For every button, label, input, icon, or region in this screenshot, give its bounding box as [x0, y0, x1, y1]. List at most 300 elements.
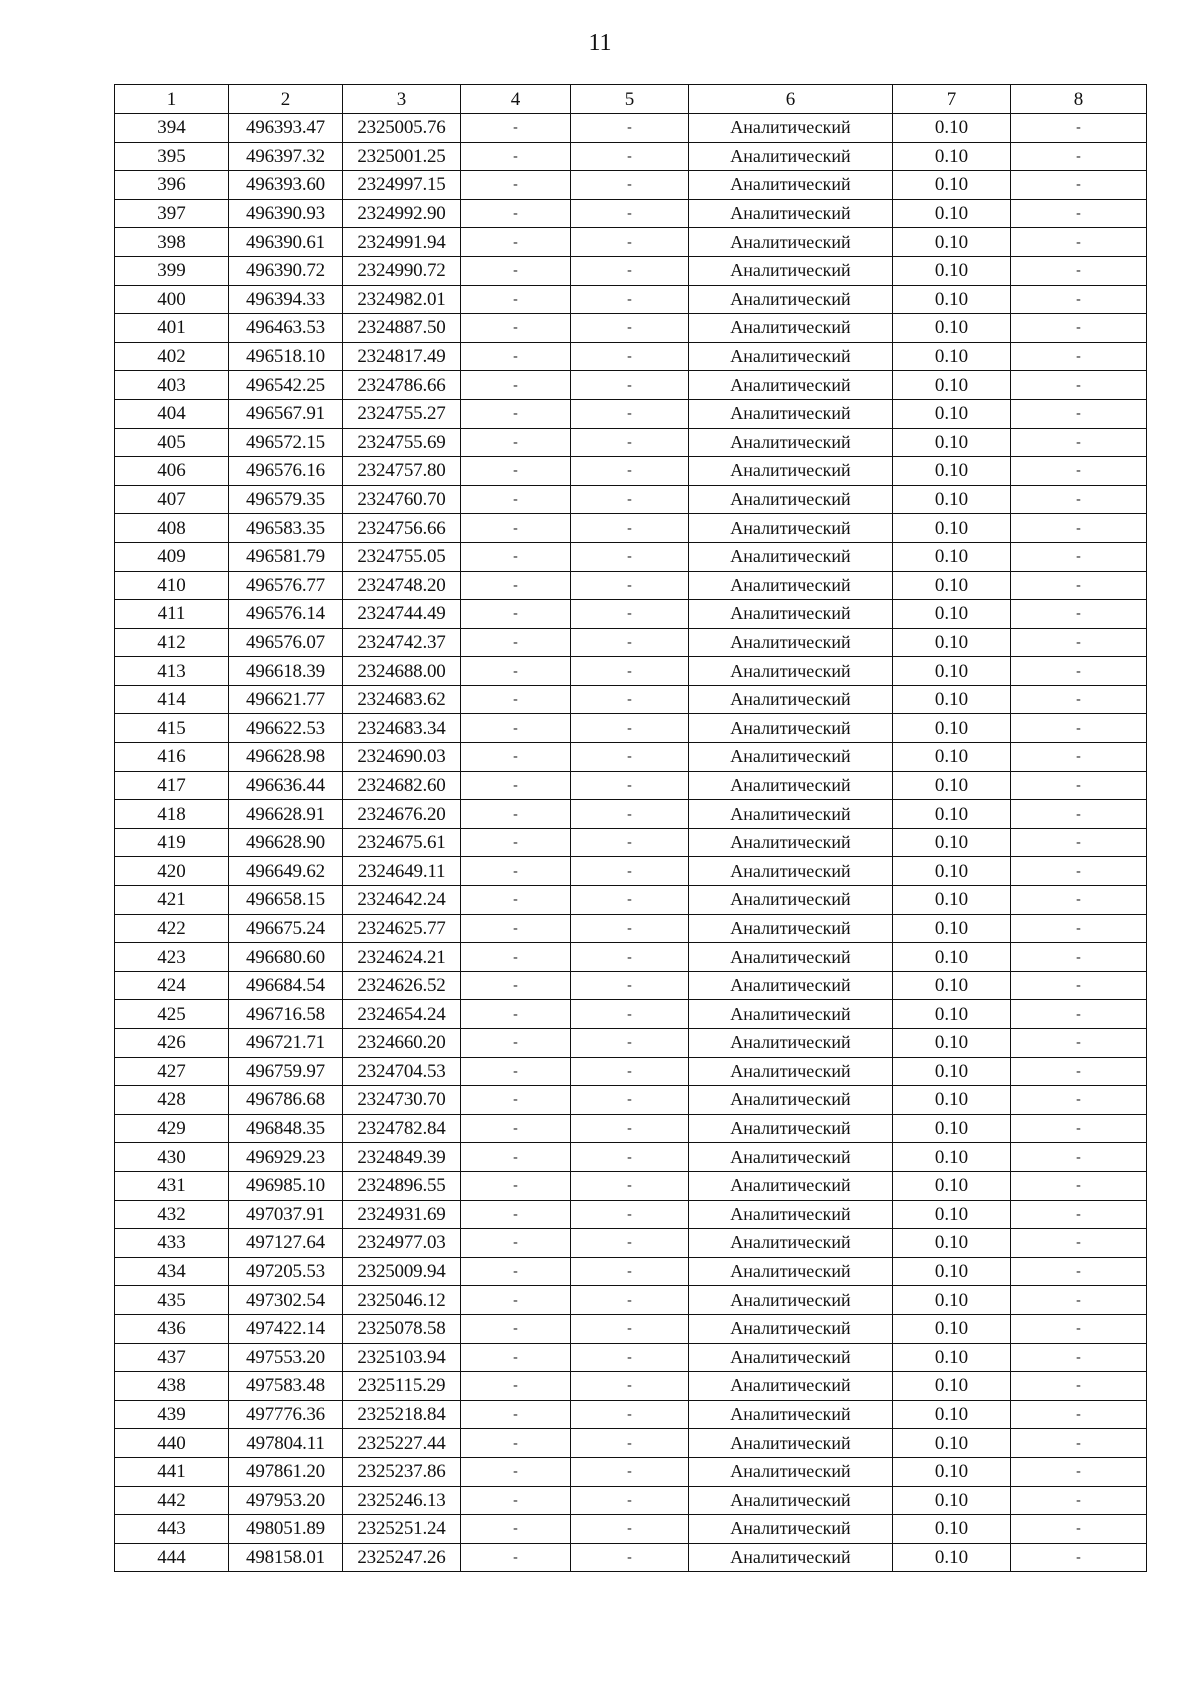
cell-col4: -: [461, 1114, 571, 1143]
y-coordinate-cell: 2324675.61: [343, 828, 461, 857]
cell-col5: -: [571, 1486, 689, 1515]
cell-col4: -: [461, 1286, 571, 1315]
table-row: [115, 628, 1147, 657]
method-cell: Аналитический: [689, 457, 893, 486]
point-number-cell: 427: [115, 1057, 229, 1086]
cell-col5: -: [571, 542, 689, 571]
accuracy-cell: 0.10: [893, 943, 1011, 972]
cell-col4: -: [461, 628, 571, 657]
x-coordinate-cell: 496390.72: [229, 256, 343, 285]
cell-col4: -: [461, 914, 571, 943]
y-coordinate-cell: 2325046.12: [343, 1286, 461, 1315]
x-coordinate-cell: 497776.36: [229, 1400, 343, 1429]
method-cell: Аналитический: [689, 914, 893, 943]
cell-col8: -: [1011, 542, 1147, 571]
column-header: 4: [461, 85, 571, 114]
x-coordinate-cell: 497037.91: [229, 1200, 343, 1229]
cell-col8: -: [1011, 114, 1147, 143]
point-number-cell: 405: [115, 428, 229, 457]
cell-col5: -: [571, 1257, 689, 1286]
accuracy-cell: 0.10: [893, 114, 1011, 143]
y-coordinate-cell: 2325115.29: [343, 1372, 461, 1401]
cell-col8: -: [1011, 1029, 1147, 1058]
table-row: [115, 914, 1147, 943]
point-number-cell: 422: [115, 914, 229, 943]
method-cell: Аналитический: [689, 1200, 893, 1229]
y-coordinate-cell: 2325247.26: [343, 1543, 461, 1572]
table-row: [115, 1486, 1147, 1515]
y-coordinate-cell: 2324997.15: [343, 171, 461, 200]
method-cell: Аналитический: [689, 1029, 893, 1058]
cell-col4: -: [461, 1543, 571, 1572]
point-number-cell: 417: [115, 771, 229, 800]
table-row: [115, 1429, 1147, 1458]
cell-col4: -: [461, 171, 571, 200]
cell-col5: -: [571, 971, 689, 1000]
cell-col4: -: [461, 943, 571, 972]
point-number-cell: 411: [115, 600, 229, 629]
accuracy-cell: 0.10: [893, 514, 1011, 543]
x-coordinate-cell: 496576.77: [229, 571, 343, 600]
accuracy-cell: 0.10: [893, 828, 1011, 857]
y-coordinate-cell: 2324896.55: [343, 1171, 461, 1200]
cell-col4: -: [461, 1343, 571, 1372]
cell-col5: -: [571, 1543, 689, 1572]
y-coordinate-cell: 2324624.21: [343, 943, 461, 972]
table-row: [115, 428, 1147, 457]
cell-col5: -: [571, 1372, 689, 1401]
point-number-cell: 412: [115, 628, 229, 657]
cell-col8: -: [1011, 285, 1147, 314]
accuracy-cell: 0.10: [893, 1286, 1011, 1315]
y-coordinate-cell: 2325001.25: [343, 142, 461, 171]
method-cell: Аналитический: [689, 228, 893, 257]
method-cell: Аналитический: [689, 943, 893, 972]
x-coordinate-cell: 496583.35: [229, 514, 343, 543]
point-number-cell: 408: [115, 514, 229, 543]
cell-col5: -: [571, 886, 689, 915]
accuracy-cell: 0.10: [893, 371, 1011, 400]
cell-col5: -: [571, 943, 689, 972]
accuracy-cell: 0.10: [893, 457, 1011, 486]
cell-col5: -: [571, 1029, 689, 1058]
table-row: [115, 943, 1147, 972]
x-coordinate-cell: 496621.77: [229, 685, 343, 714]
x-coordinate-cell: 496628.90: [229, 828, 343, 857]
column-header: 1: [115, 85, 229, 114]
table-row: [115, 857, 1147, 886]
point-number-cell: 395: [115, 142, 229, 171]
accuracy-cell: 0.10: [893, 771, 1011, 800]
cell-col8: -: [1011, 657, 1147, 686]
accuracy-cell: 0.10: [893, 685, 1011, 714]
point-number-cell: 434: [115, 1257, 229, 1286]
method-cell: Аналитический: [689, 771, 893, 800]
method-cell: Аналитический: [689, 428, 893, 457]
y-coordinate-cell: 2324690.03: [343, 743, 461, 772]
cell-col4: -: [461, 771, 571, 800]
y-coordinate-cell: 2324688.00: [343, 657, 461, 686]
cell-col5: -: [571, 514, 689, 543]
column-header: 6: [689, 85, 893, 114]
method-cell: Аналитический: [689, 1486, 893, 1515]
point-number-cell: 406: [115, 457, 229, 486]
y-coordinate-cell: 2324654.24: [343, 1000, 461, 1029]
cell-col4: -: [461, 1057, 571, 1086]
cell-col8: -: [1011, 628, 1147, 657]
table-header-row: [115, 85, 1147, 114]
point-number-cell: 409: [115, 542, 229, 571]
point-number-cell: 403: [115, 371, 229, 400]
method-cell: Аналитический: [689, 600, 893, 629]
cell-col8: -: [1011, 971, 1147, 1000]
y-coordinate-cell: 2324704.53: [343, 1057, 461, 1086]
cell-col5: -: [571, 1457, 689, 1486]
table-row: [115, 1086, 1147, 1115]
y-coordinate-cell: 2324625.77: [343, 914, 461, 943]
table-row: [115, 228, 1147, 257]
y-coordinate-cell: 2325009.94: [343, 1257, 461, 1286]
cell-col8: -: [1011, 514, 1147, 543]
x-coordinate-cell: 496572.15: [229, 428, 343, 457]
table-row: [115, 1515, 1147, 1544]
accuracy-cell: 0.10: [893, 199, 1011, 228]
point-number-cell: 429: [115, 1114, 229, 1143]
accuracy-cell: 0.10: [893, 1143, 1011, 1172]
cell-col8: -: [1011, 800, 1147, 829]
y-coordinate-cell: 2324744.49: [343, 600, 461, 629]
cell-col4: -: [461, 371, 571, 400]
method-cell: Аналитический: [689, 371, 893, 400]
x-coordinate-cell: 496684.54: [229, 971, 343, 1000]
cell-col4: -: [461, 657, 571, 686]
point-number-cell: 442: [115, 1486, 229, 1515]
accuracy-cell: 0.10: [893, 1029, 1011, 1058]
cell-col4: -: [461, 228, 571, 257]
x-coordinate-cell: 496721.71: [229, 1029, 343, 1058]
y-coordinate-cell: 2324782.84: [343, 1114, 461, 1143]
method-cell: Аналитический: [689, 800, 893, 829]
accuracy-cell: 0.10: [893, 1086, 1011, 1115]
cell-col8: -: [1011, 571, 1147, 600]
cell-col4: -: [461, 1314, 571, 1343]
x-coordinate-cell: 498158.01: [229, 1543, 343, 1572]
x-coordinate-cell: 496581.79: [229, 542, 343, 571]
cell-col4: -: [461, 314, 571, 343]
point-number-cell: 433: [115, 1229, 229, 1258]
accuracy-cell: 0.10: [893, 1400, 1011, 1429]
cell-col8: -: [1011, 1343, 1147, 1372]
table-row: [115, 285, 1147, 314]
y-coordinate-cell: 2324649.11: [343, 857, 461, 886]
accuracy-cell: 0.10: [893, 171, 1011, 200]
x-coordinate-cell: 496542.25: [229, 371, 343, 400]
accuracy-cell: 0.10: [893, 1543, 1011, 1572]
cell-col4: -: [461, 1457, 571, 1486]
cell-col8: -: [1011, 399, 1147, 428]
cell-col5: -: [571, 657, 689, 686]
table-row: [115, 399, 1147, 428]
method-cell: Аналитический: [689, 1114, 893, 1143]
x-coordinate-cell: 496579.35: [229, 485, 343, 514]
table-row: [115, 1143, 1147, 1172]
point-number-cell: 420: [115, 857, 229, 886]
y-coordinate-cell: 2325005.76: [343, 114, 461, 143]
cell-col8: -: [1011, 1400, 1147, 1429]
cell-col5: -: [571, 228, 689, 257]
cell-col8: -: [1011, 1000, 1147, 1029]
cell-col5: -: [571, 342, 689, 371]
x-coordinate-cell: 497553.20: [229, 1343, 343, 1372]
x-coordinate-cell: 496680.60: [229, 943, 343, 972]
table-row: [115, 1200, 1147, 1229]
y-coordinate-cell: 2324990.72: [343, 256, 461, 285]
point-number-cell: 431: [115, 1171, 229, 1200]
x-coordinate-cell: 496394.33: [229, 285, 343, 314]
cell-col5: -: [571, 1229, 689, 1258]
accuracy-cell: 0.10: [893, 1372, 1011, 1401]
x-coordinate-cell: 496649.62: [229, 857, 343, 886]
method-cell: Аналитический: [689, 171, 893, 200]
cell-col4: -: [461, 542, 571, 571]
cell-col8: -: [1011, 771, 1147, 800]
cell-col5: -: [571, 1515, 689, 1544]
accuracy-cell: 0.10: [893, 1200, 1011, 1229]
cell-col8: -: [1011, 1143, 1147, 1172]
method-cell: Аналитический: [689, 1343, 893, 1372]
table-row: [115, 828, 1147, 857]
cell-col5: -: [571, 1429, 689, 1458]
table-row: [115, 771, 1147, 800]
cell-col4: -: [461, 800, 571, 829]
cell-col8: -: [1011, 428, 1147, 457]
cell-col4: -: [461, 1200, 571, 1229]
cell-col4: -: [461, 1171, 571, 1200]
cell-col8: -: [1011, 886, 1147, 915]
x-coordinate-cell: 496985.10: [229, 1171, 343, 1200]
accuracy-cell: 0.10: [893, 428, 1011, 457]
y-coordinate-cell: 2324982.01: [343, 285, 461, 314]
cell-col5: -: [571, 1171, 689, 1200]
table-row: [115, 600, 1147, 629]
point-number-cell: 399: [115, 256, 229, 285]
cell-col4: -: [461, 685, 571, 714]
table-row: [115, 743, 1147, 772]
table-row: [115, 1314, 1147, 1343]
point-number-cell: 414: [115, 685, 229, 714]
point-number-cell: 428: [115, 1086, 229, 1115]
x-coordinate-cell: 496518.10: [229, 342, 343, 371]
method-cell: Аналитический: [689, 1429, 893, 1458]
point-number-cell: 424: [115, 971, 229, 1000]
cell-col4: -: [461, 1372, 571, 1401]
y-coordinate-cell: 2324748.20: [343, 571, 461, 600]
cell-col5: -: [571, 1400, 689, 1429]
accuracy-cell: 0.10: [893, 571, 1011, 600]
point-number-cell: 430: [115, 1143, 229, 1172]
method-cell: Аналитический: [689, 1286, 893, 1315]
point-number-cell: 432: [115, 1200, 229, 1229]
cell-col4: -: [461, 600, 571, 629]
y-coordinate-cell: 2325237.86: [343, 1457, 461, 1486]
cell-col4: -: [461, 199, 571, 228]
y-coordinate-cell: 2324755.27: [343, 399, 461, 428]
method-cell: Аналитический: [689, 1171, 893, 1200]
method-cell: Аналитический: [689, 1314, 893, 1343]
y-coordinate-cell: 2324887.50: [343, 314, 461, 343]
table-row: [115, 886, 1147, 915]
cell-col4: -: [461, 514, 571, 543]
cell-col5: -: [571, 1086, 689, 1115]
table-row: [115, 514, 1147, 543]
table-row: [115, 542, 1147, 571]
x-coordinate-cell: 496393.47: [229, 114, 343, 143]
point-number-cell: 440: [115, 1429, 229, 1458]
cell-col5: -: [571, 1286, 689, 1315]
cell-col8: -: [1011, 1457, 1147, 1486]
y-coordinate-cell: 2324755.69: [343, 428, 461, 457]
cell-col8: -: [1011, 828, 1147, 857]
x-coordinate-cell: 496929.23: [229, 1143, 343, 1172]
cell-col4: -: [461, 1143, 571, 1172]
cell-col8: -: [1011, 1200, 1147, 1229]
cell-col4: -: [461, 399, 571, 428]
accuracy-cell: 0.10: [893, 1486, 1011, 1515]
table-row: [115, 371, 1147, 400]
x-coordinate-cell: 498051.89: [229, 1515, 343, 1544]
method-cell: Аналитический: [689, 1143, 893, 1172]
y-coordinate-cell: 2325218.84: [343, 1400, 461, 1429]
method-cell: Аналитический: [689, 1257, 893, 1286]
x-coordinate-cell: 496658.15: [229, 886, 343, 915]
y-coordinate-cell: 2324642.24: [343, 886, 461, 915]
accuracy-cell: 0.10: [893, 256, 1011, 285]
accuracy-cell: 0.10: [893, 857, 1011, 886]
cell-col5: -: [571, 285, 689, 314]
cell-col5: -: [571, 914, 689, 943]
cell-col8: -: [1011, 342, 1147, 371]
accuracy-cell: 0.10: [893, 1343, 1011, 1372]
accuracy-cell: 0.10: [893, 342, 1011, 371]
cell-col5: -: [571, 1057, 689, 1086]
cell-col4: -: [461, 428, 571, 457]
point-number-cell: 437: [115, 1343, 229, 1372]
x-coordinate-cell: 497861.20: [229, 1457, 343, 1486]
cell-col4: -: [461, 1229, 571, 1258]
x-coordinate-cell: 497583.48: [229, 1372, 343, 1401]
cell-col4: -: [461, 142, 571, 171]
method-cell: Аналитический: [689, 628, 893, 657]
cell-col5: -: [571, 685, 689, 714]
cell-col4: -: [461, 714, 571, 743]
accuracy-cell: 0.10: [893, 886, 1011, 915]
column-header: 5: [571, 85, 689, 114]
cell-col4: -: [461, 571, 571, 600]
point-number-cell: 421: [115, 886, 229, 915]
cell-col5: -: [571, 857, 689, 886]
accuracy-cell: 0.10: [893, 1429, 1011, 1458]
accuracy-cell: 0.10: [893, 971, 1011, 1000]
y-coordinate-cell: 2324756.66: [343, 514, 461, 543]
cell-col4: -: [461, 1000, 571, 1029]
method-cell: Аналитический: [689, 1515, 893, 1544]
cell-col8: -: [1011, 1229, 1147, 1258]
cell-col8: -: [1011, 228, 1147, 257]
x-coordinate-cell: 496786.68: [229, 1086, 343, 1115]
y-coordinate-cell: 2325246.13: [343, 1486, 461, 1515]
method-cell: Аналитический: [689, 342, 893, 371]
cell-col8: -: [1011, 1372, 1147, 1401]
table-row: [115, 1400, 1147, 1429]
method-cell: Аналитический: [689, 285, 893, 314]
accuracy-cell: 0.10: [893, 743, 1011, 772]
x-coordinate-cell: 497127.64: [229, 1229, 343, 1258]
point-number-cell: 407: [115, 485, 229, 514]
table-row: [115, 1457, 1147, 1486]
cell-col4: -: [461, 256, 571, 285]
x-coordinate-cell: 496716.58: [229, 1000, 343, 1029]
method-cell: Аналитический: [689, 857, 893, 886]
cell-col8: -: [1011, 857, 1147, 886]
method-cell: Аналитический: [689, 114, 893, 143]
accuracy-cell: 0.10: [893, 714, 1011, 743]
x-coordinate-cell: 496675.24: [229, 914, 343, 943]
accuracy-cell: 0.10: [893, 657, 1011, 686]
coordinates-table: [114, 84, 1147, 1572]
x-coordinate-cell: 496848.35: [229, 1114, 343, 1143]
table-row: [115, 1286, 1147, 1315]
x-coordinate-cell: 497302.54: [229, 1286, 343, 1315]
cell-col4: -: [461, 1515, 571, 1544]
table-row: [115, 1057, 1147, 1086]
method-cell: Аналитический: [689, 714, 893, 743]
cell-col8: -: [1011, 1486, 1147, 1515]
point-number-cell: 400: [115, 285, 229, 314]
cell-col5: -: [571, 371, 689, 400]
x-coordinate-cell: 496390.93: [229, 199, 343, 228]
cell-col8: -: [1011, 142, 1147, 171]
x-coordinate-cell: 496628.98: [229, 743, 343, 772]
cell-col5: -: [571, 743, 689, 772]
cell-col8: -: [1011, 1114, 1147, 1143]
cell-col5: -: [571, 1143, 689, 1172]
table-row: [115, 171, 1147, 200]
cell-col8: -: [1011, 256, 1147, 285]
cell-col4: -: [461, 485, 571, 514]
method-cell: Аналитический: [689, 1372, 893, 1401]
y-coordinate-cell: 2324931.69: [343, 1200, 461, 1229]
table-row: [115, 971, 1147, 1000]
table-row: [115, 485, 1147, 514]
cell-col5: -: [571, 1314, 689, 1343]
method-cell: Аналитический: [689, 1229, 893, 1258]
cell-col5: -: [571, 485, 689, 514]
point-number-cell: 444: [115, 1543, 229, 1572]
y-coordinate-cell: 2325103.94: [343, 1343, 461, 1372]
method-cell: Аналитический: [689, 1543, 893, 1572]
point-number-cell: 418: [115, 800, 229, 829]
x-coordinate-cell: 496393.60: [229, 171, 343, 200]
method-cell: Аналитический: [689, 886, 893, 915]
y-coordinate-cell: 2324760.70: [343, 485, 461, 514]
column-header: 2: [229, 85, 343, 114]
point-number-cell: 438: [115, 1372, 229, 1401]
table-row: [115, 199, 1147, 228]
table-row: [115, 1171, 1147, 1200]
point-number-cell: 396: [115, 171, 229, 200]
accuracy-cell: 0.10: [893, 600, 1011, 629]
cell-col5: -: [571, 1343, 689, 1372]
